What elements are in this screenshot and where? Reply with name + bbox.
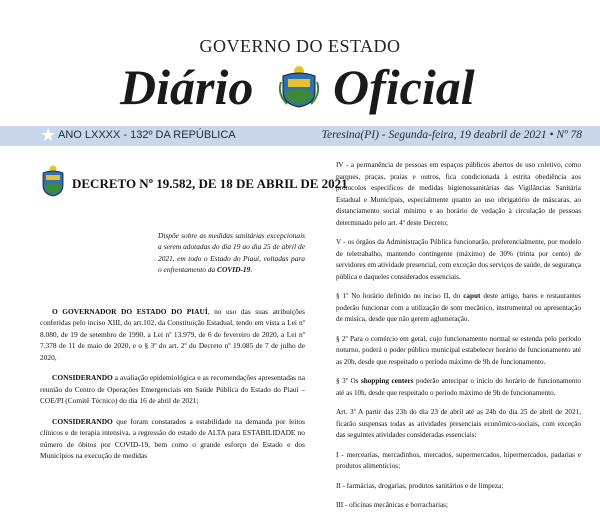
edition-year: ANO LXXXX - 132º DA REPÚBLICA [58,129,236,141]
paragraph-section-2: § 2º Para o comércio em geral, cujo funcionamento normal se estenda pelo período noturno, poderá o poder público municipal estabelecer horário de funcionamento até as 20h, desde que respeitado o período máximo de 9h de funcionamento. [336,334,581,366]
paragraph-section-1: § 1º No horário definido no inciso II, do caput deste artigo, bares e restaurantes poderão funcionar com a utilização de som mecânico, instrumental ou apresentação de música, desde que não gerem aglomeração. [336,292,581,324]
star-icon: ★ [40,125,57,145]
decree-summary: Dispõe sobre as medidas sanitárias excepcionais a serem adotadas do dia 19 ao dia 25 de abril de 2021, em todo o Estado do Piauí, voltadas para o enfrentamento da COVID-19. [158,231,305,275]
paragraph-inciso-v: V - os órgãos da Administração Pública funcionarão, preferencialmente, por modelo de teletrabalho, mantendo contingente (máximo) de 30% (trinta por cento) de servidores em atividade presencial, com exceção dos serviços de saúde, de segurança pública e daqueles considerados essenciais. [336,238,581,281]
state-coat-of-arms-icon [40,164,66,198]
decree-header [40,160,348,208]
list-item-inciso-i: I - mercearias, mercadinhos, mercados, supermercados, hipermercados, padarias e produtos alimentícios; [336,450,581,471]
left-column [40,160,348,471]
decree-title: DECRETO Nº 19.582, DE 18 DE ABRIL DE 2021 [72,176,348,191]
government-heading: GOVERNO DO ESTADO [199,36,401,56]
state-coat-of-arms-icon [279,64,319,108]
paragraph-considerando-1: CONSIDERANDO a avaliação epidemiológica e as recomendações apresentadas na reunião do Centro de Operações Emergenciais em Saúde Pública do Estado do Piauí – COE/PI (Comitê Técnico) do dia 16 de abril de 2021; [40,373,305,406]
title-word-diario: Diário [120,59,254,115]
right-column [336,160,581,520]
list-item-inciso-iii: III - oficinas mecânicas e borracharias; [336,501,448,510]
paragraph-article-3: Art. 3º A partir das 23h do dia 23 de abril até as 24h do dia 25 de abril de 2021, ficarão suspensas todas as atividades presenciais econômico-sociais, com exceção das seguintes atividades consideradas essenciais: [336,408,581,440]
edition-dateline: Teresina(PI) - Segunda-feira, 19 deabril de 2021 • Nº 78 [321,129,582,141]
list-item-inciso-ii: II - farmácias, drogarias, produtos sanitários e de limpeza; [336,481,504,490]
paragraph-governor: O GOVERNADOR DO ESTADO DO PIAUÍ, no uso das suas atribuições conferidas pelo inciso XIII, do art.102, da Constituição Estadual, tendo em vista a Lei nº 8.080, de 19 de setembro de 1990, a Lei nº 13.979, de 6 de fevereiro de 2020, a Lei nº 7.378 de 11 de maio de 2020, e o § 3º do art. 2º do Decreto nº 19.085 de 7 de julho de 2020, [40,306,305,362]
newspaper-title [0,58,600,118]
paragraph-considerando-2: CONSIDERANDO que foram constatados a estabilidade na demanda por leitos clínicos e de terapia intensiva, a regressão do estado de ALTA para ESTABILIDADE no número de óbitos por COVID-19, bem como o grande esforço do Estado e dos Municípios na execução de medidas [40,416,305,461]
paragraph-section-3: § 3º Os shopping centers poderão antecipar o início do horário de funcionamento até as 10h, desde que respeitado o período máximo de 9h de funcionamento. [336,377,581,397]
title-word-oficial: Oficial [333,59,475,115]
edition-band [0,126,600,146]
masthead [0,0,600,126]
paragraph-inciso-iv: IV - a permanência de pessoas em espaços públicos abertos de uso coletivo, como parques, praças, praias e outros, fica condicionada à estrita obediência aos protocolos específicos de medidas higienossanitárias das Vigilâncias Sanitária Estadual e Municipais, especialmente quanto ao uso obrigatório de máscaras, ao distanciamento social mínimo e ao horário de vedação à circulação de pessoas determinado pelo art. 4º deste Decreto; [336,161,581,227]
